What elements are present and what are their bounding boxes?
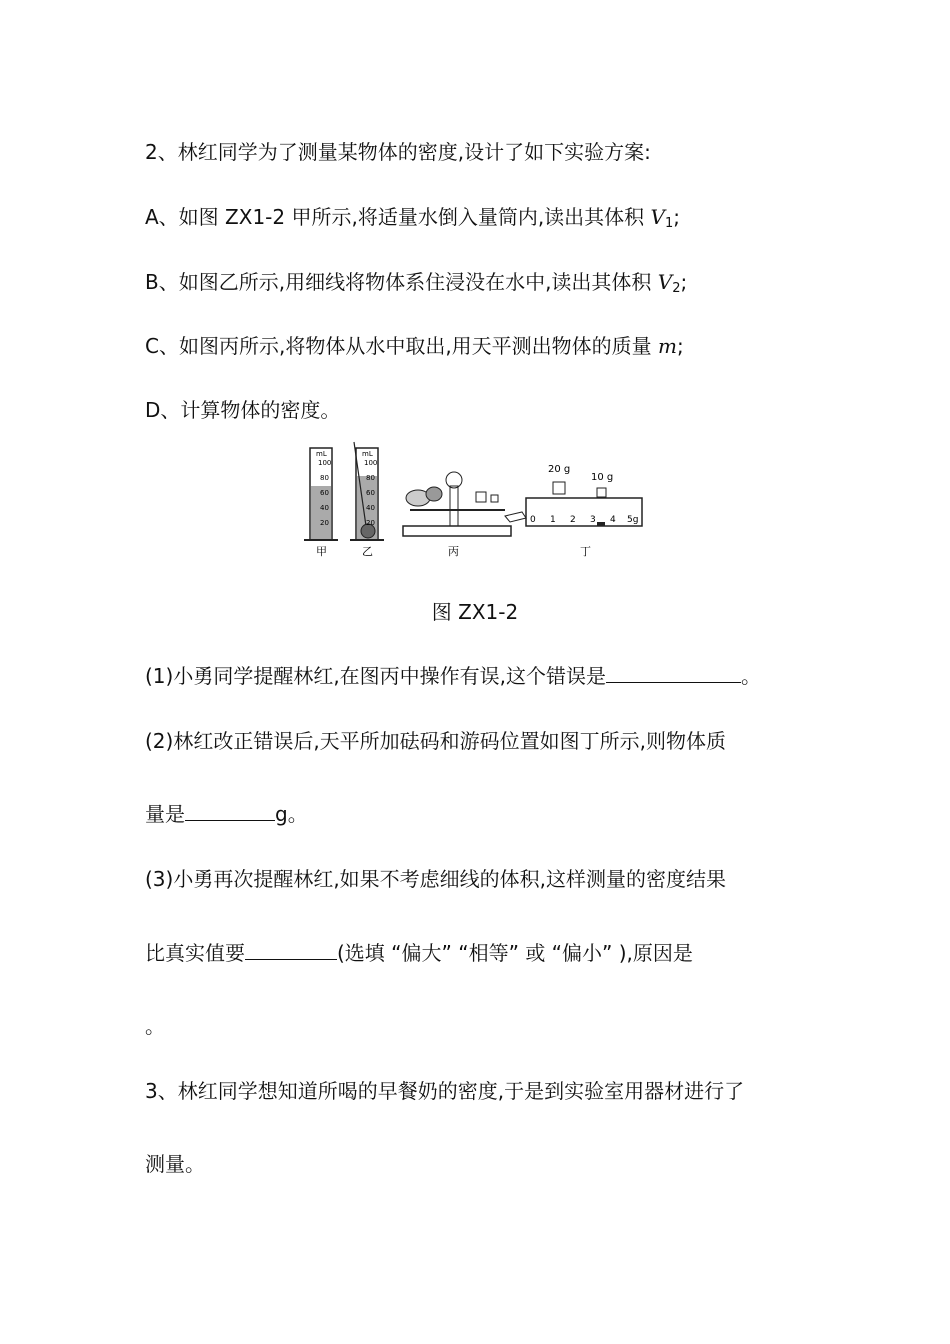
question-3-line3: 。	[145, 1014, 165, 1038]
cylinder-yi	[350, 442, 384, 558]
label-jia: 甲	[316, 545, 327, 558]
question-2-line2: 量是 g。	[145, 802, 308, 826]
answer-blank-3[interactable]	[245, 941, 337, 960]
svg-text:1: 1	[550, 515, 556, 525]
svg-text:100: 100	[318, 459, 332, 467]
figure-caption: 图 ZX1-2	[431, 600, 519, 624]
svg-text:40: 40	[366, 504, 375, 512]
step-d: D、计算物体的密度。	[145, 398, 341, 422]
svg-text:4: 4	[610, 515, 616, 525]
answer-blank-2[interactable]	[185, 802, 275, 821]
balance-bing	[403, 472, 526, 558]
q3-intro-line2: 测量。	[145, 1152, 205, 1176]
experiment-figure	[300, 438, 650, 568]
label-yi: 乙	[362, 545, 373, 558]
svg-text:100: 100	[364, 459, 378, 467]
step-c: C、如图丙所示,将物体从水中取出,用天平测出物体的质量 m;	[145, 334, 684, 358]
question-1: (1)小勇同学提醒林红,在图丙中操作有误,这个错误是 。	[145, 664, 762, 688]
unit-label-yi: mL	[362, 450, 373, 458]
cylinder-jia	[304, 448, 338, 558]
svg-text:60: 60	[320, 489, 329, 497]
svg-text:80: 80	[366, 474, 375, 482]
label-bing: 丙	[448, 545, 459, 558]
ruler-ding	[526, 464, 642, 558]
answer-blank-1[interactable]	[606, 664, 741, 683]
step-a: A、如图 ZX1-2 甲所示,将适量水倒入量筒内,读出其体积 $V_1$;	[145, 205, 681, 231]
q3-intro-line1: 3、林红同学想知道所喝的早餐奶的密度,于是到实验室用器材进行了	[145, 1079, 745, 1103]
q2-intro: 2、林红同学为了测量某物体的密度,设计了如下实验方案:	[145, 140, 651, 164]
weight-10g-label: 10 g	[591, 472, 614, 483]
svg-text:60: 60	[366, 489, 375, 497]
svg-text:2: 2	[570, 515, 576, 525]
svg-text:80: 80	[320, 474, 329, 482]
question-3-line2: 比真实值要 (选填 “偏大” “相等” 或 “偏小” ),原因是	[145, 941, 693, 965]
step-b: B、如图乙所示,用细线将物体系住浸没在水中,读出其体积 $V_2$;	[145, 270, 688, 296]
svg-text:3: 3	[590, 515, 596, 525]
weight-20g-label: 20 g	[548, 464, 571, 475]
svg-text:5g: 5g	[627, 515, 639, 525]
svg-text:40: 40	[320, 504, 329, 512]
question-3-line1: (3)小勇再次提醒林红,如果不考虑细线的体积,这样测量的密度结果	[145, 867, 727, 891]
svg-text:20: 20	[366, 519, 375, 527]
unit-label-jia: mL	[316, 450, 327, 458]
svg-text:20: 20	[320, 519, 329, 527]
question-2-line1: (2)林红改正错误后,天平所加砝码和游码位置如图丁所示,则物体质	[145, 729, 727, 753]
label-ding: 丁	[580, 545, 591, 558]
svg-text:0: 0	[530, 515, 536, 525]
